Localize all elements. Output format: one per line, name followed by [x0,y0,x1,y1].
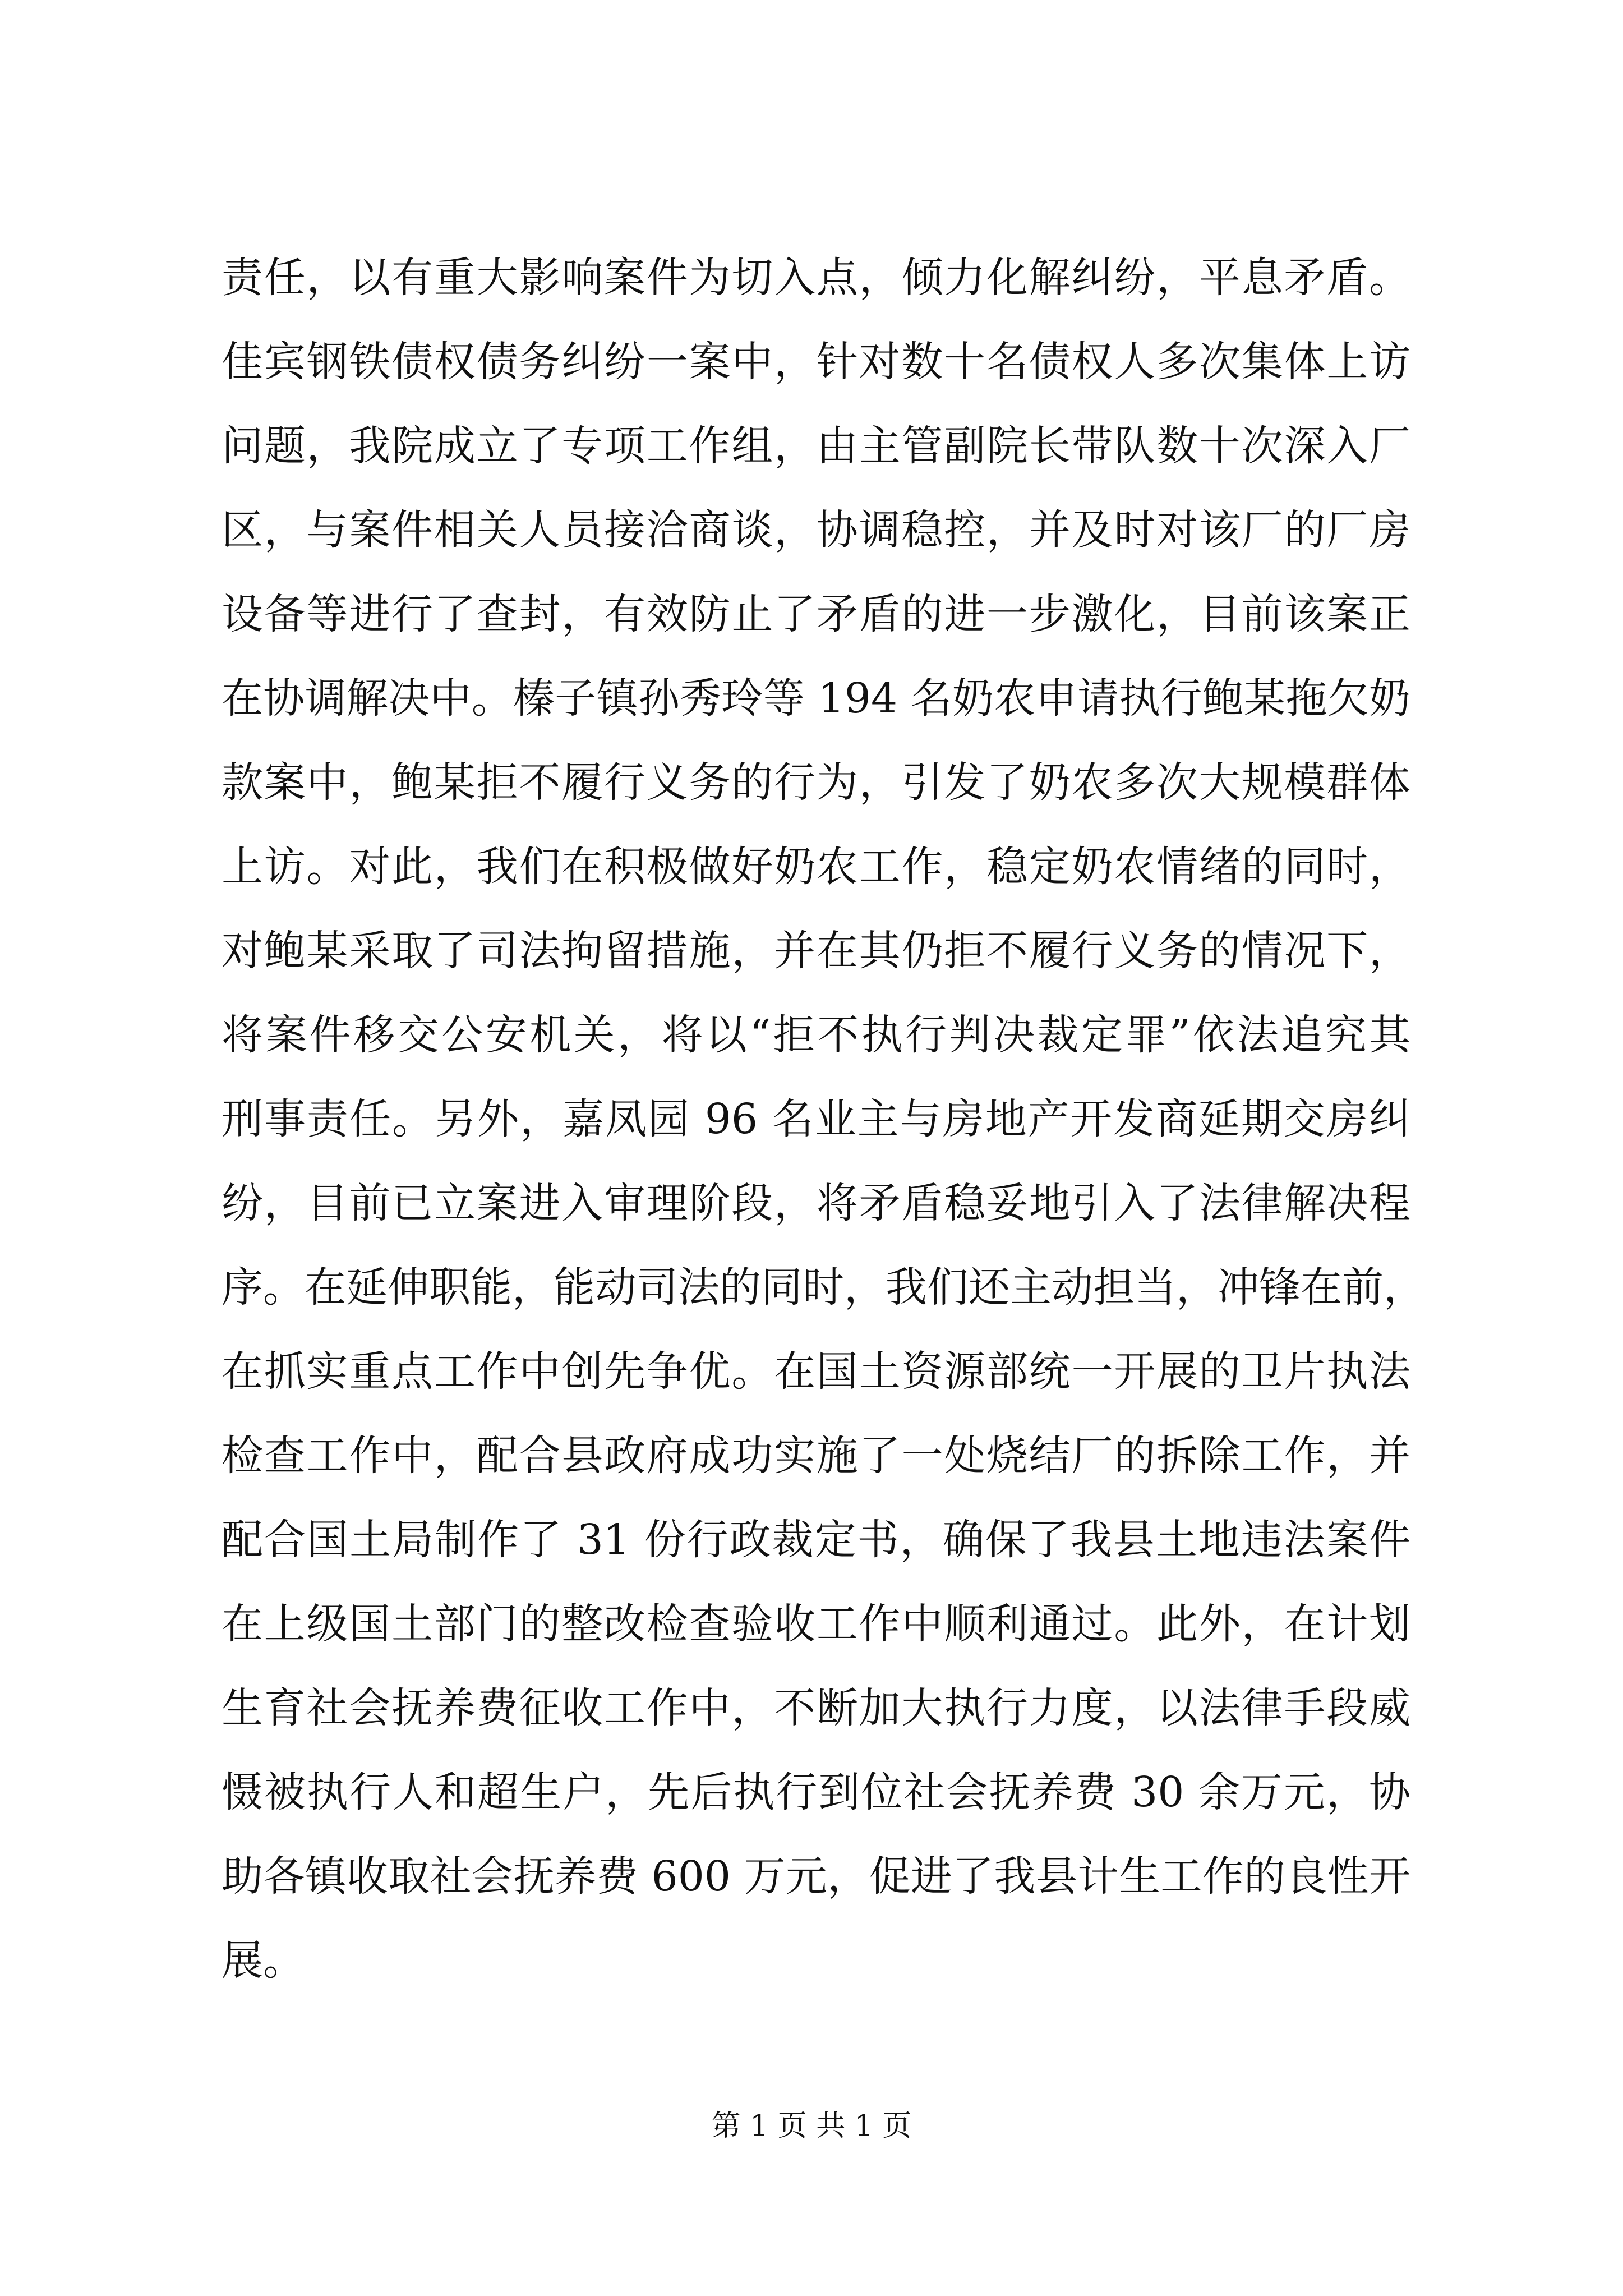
text-line: 展。 [222,1936,305,1985]
page-footer [0,2106,1623,2146]
text-line: 设备等进行了查封，有效防止了矛盾的进一步激化，目前该案正 [222,590,1410,638]
text-line: 将案件移交公安机关，将以“拒不执行判决裁定罪”依法追究其 [222,1011,1410,1059]
text-line: 责任，以有重大影响案件为切入点，倾力化解纠纷，平息矛盾。 [222,254,1410,302]
text-line: 序。在延伸职能，能动司法的同时，我们还主动担当，冲锋在前， [222,1263,1425,1312]
text-line: 对鲍某采取了司法拘留措施，并在其仍拒不履行义务的情况下， [222,927,1410,975]
text-line: 问题，我院成立了专项工作组，由主管副院长带队数十次深入厂 [222,422,1410,470]
text-line: 纷，目前已立案进入审理阶段，将矛盾稳妥地引入了法律解决程 [222,1179,1410,1227]
text-line: 在上级国土部门的整改检查验收工作中顺利通过。此外，在计划 [222,1600,1410,1648]
text-line: 助各镇收取社会抚养费 600 万元，促进了我县计生工作的良性开 [222,1852,1410,1901]
text-line: 款案中，鲍某拒不履行义务的行为，引发了奶农多次大规模群体 [222,758,1410,807]
text-line: 生育社会抚养费征收工作中，不断加大执行力度，以法律手段威 [222,1684,1410,1732]
text-line: 配合国土局制作了 31 份行政裁定书，确保了我县土地违法案件 [222,1516,1410,1564]
text-line: 慑被执行人和超生户，先后执行到位社会抚养费 30 余万元，协 [222,1768,1410,1816]
page-number-label: 第 1 页 共 1 页 [711,2109,912,2143]
text-line: 在抓实重点工作中创先争优。在国土资源部统一开展的卫片执法 [222,1347,1410,1396]
text-line: 佳宾钢铁债权债务纠纷一案中，针对数十名债权人多次集体上访 [222,338,1410,386]
text-line: 区，与案件相关人员接洽商谈，协调稳控，并及时对该厂的厂房 [222,506,1410,554]
text-line: 检查工作中，配合县政府成功实施了一处烧结厂的拆除工作，并 [222,1432,1410,1480]
text-line: 刑事责任。另外，嘉凤园 96 名业主与房地产开发商延期交房纠 [222,1095,1410,1143]
text-line: 上访。对此，我们在积极做好奶农工作，稳定奶农情绪的同时， [222,843,1410,891]
text-line: 在协调解决中。榛子镇孙秀玲等 194 名奶农申请执行鲍某拖欠奶 [222,674,1410,723]
document-body [222,236,1425,2003]
